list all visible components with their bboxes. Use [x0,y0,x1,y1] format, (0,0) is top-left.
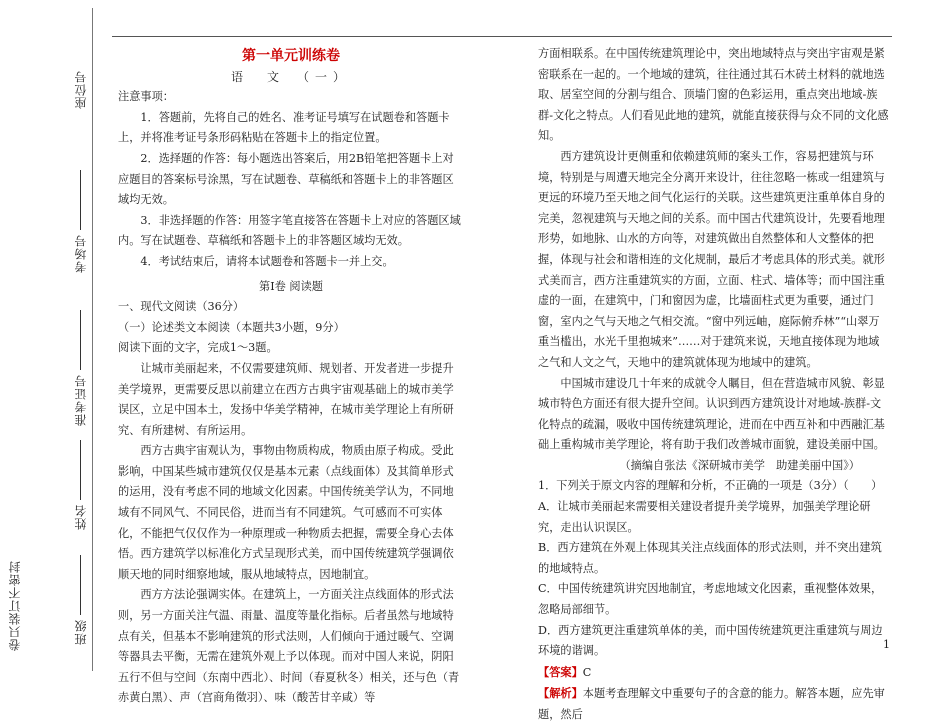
question-option: C．中国传统建筑讲究因地制宜，考虑地域文化因素，重视整体效果，忽略局部细节。 [538,582,883,617]
exam-room-field [72,170,89,273]
volume-title: 第Ⅰ卷 阅读题 [259,279,323,293]
passage-paragraph: 西方建筑设计更侧重和依赖建筑师的案头工作，容易把建筑与环境，特别是与周遭天地完全分离开来设计，往往忽略一栋或一组建筑与更远的环境乃至天地之间气化运行的关联。这些建筑更注重单体自身的完美，忽视建筑与天地之间的关系。而中国古代建筑设计，先要看地理形势，如地脉、山水的方向等，对建筑做出自然整体和人文整体的把握，体现与社会和谐相连的文化规制，最后才考虑具体的形式美。就形式美而言，西方注重建筑实的方面，立面、柱式、墙体等；而中国注重虚的一面，在建筑中，门和窗因为虚，比墙面柱式更为重要，通过门窗，室内之气与天地之气相交流。“窗中列远岫，庭际俯乔林”“山翠万重当槛出，水光千里抱城来”……对于建筑来说，天地直接体现为地域之气和人文之气，天地中的建筑就体现为地域中的建筑。 [538,149,885,369]
passage-paragraph: 让城市美丽起来，不仅需要建筑师、规划者、开发者进一步提升美学境界，更需要反思以前建立在西方古典宇宙观基础上的城市美学误区，立足中国本土，发扬中华美学精神，在城市美学理论上有所研究、有所建树、有所运用。 [118,361,454,437]
exam-room-label: 考场号 [74,234,88,273]
page-title: 第一单元训练卷 [242,48,340,64]
seat-number-label: 座位号 [74,70,88,109]
class-label: 班级 [74,619,88,645]
instruction-item: 3．非选择题的作答：用签字笔直接答在答题卡上对应的答题区域内。写在试题卷、草稿纸和答题卡上的非答题区域均无效。 [118,213,461,248]
passage-paragraph: 中国城市建设几十年来的成就令人瞩目，但在营造城市风貌、彰显城市特色方面还有很大提升空间。认识到西方建筑设计对地域-族群-文化特点的疏漏，吸收中国传统建筑理论，进而在中西互补和中西融汇基础上重构城市美学理论，将有助于我们改善城市面貌，建设美丽中国。 [538,376,885,452]
source-citation: （摘编自张法《深研城市美学 助建美丽中国》） [619,458,860,472]
passage-paragraph: 方面相联系。在中国传统建筑理论中，突出地域特点与突出宇宙观是紧密联系在一起的。一个地域的建筑，往往通过其石木砖土材料的就地选取、居室空间的分割与组合、顶墙门窗的色彩运用，重点突出地域-族群-文化之特点。人们看见此地的建筑，就能直接获得与众不同的文化感知。 [538,47,889,143]
binding-margin [0,0,112,671]
left-column [118,46,464,709]
analysis-text: 本题考查理解文中重要句子的含意的能力。解答本题，应先审题，然后 [538,687,885,721]
sub-heading: （一）论述类文本阅读（本题共3小题，9分） [118,320,345,334]
instruction-item: 1．答题前，先将自己的姓名、准考证号填写在试题卷和答题卡上，并将准考证号条形码粘贴在答题卡上的指定位置。 [118,110,450,145]
right-column [538,44,890,726]
ticket-number-field [72,310,89,426]
analysis-tag: 【解析】 [538,686,583,701]
answer-value: C [582,665,592,679]
question-option: D．西方建筑更注重建筑单体的美，而中国传统建筑更注重建筑与周边环境的谐调。 [538,623,883,658]
header-rule [112,36,892,37]
ticket-number-label: 准考证号 [74,374,88,426]
question-option: A．让城市美丽起来需要相关建设者提升美学境界，加强美学理论研究，走出认识误区。 [538,500,871,534]
binding-line [92,8,93,671]
passage-paragraph: 西方古典宇宙观认为，事物由物质构成，物质由原子构成。受此影响，中国某些城市建筑仅仅是基本元素（点线面体）及其简单形式的运用，没有考虑不同的地域文化因素。中国传统美学认为，不同地域有不同风气、不同民俗，进而当有不同建筑。气可感而不可实体化，不能把气仅仅作为一种原理或一种物质去把握，需要全身心去体悟。西方建筑学以标准化方式呈现形式美，而中国传统建筑学强调依顺天地的同时细察地域，服从地域特点，因地制宜。 [118,444,454,581]
question-option: B．西方建筑在外观上体现其关注点线面体的形式法则，并不突出建筑的地域特点。 [538,541,882,575]
name-label: 姓名 [74,504,88,530]
instruction-item: 4．考试结束后，请将本试题卷和答题卡一并上交。 [140,254,394,268]
question-stem: 1．下列关于原文内容的理解和分析，不正确的一项是（3分）（ ） [538,479,883,493]
part-heading: 一、现代文阅读（36分） [118,300,245,314]
class-field [72,555,89,645]
instructions-heading: 注意事项： [118,90,174,104]
seal-notice: 卷只装订不密封 [8,560,22,651]
answer-line [538,662,890,684]
page-subtitle: 语 文 （一） [230,69,351,84]
answer-tag: 【答案】 [538,664,583,679]
instruction-item: 2．选择题的作答：每小题选出答案后，用2B铅笔把答题卡上对应题目的答案标号涂黑，写在试题卷、草稿纸和答题卡上的非答题区域均无效。 [118,151,454,207]
analysis-line [538,683,890,725]
name-field [72,440,89,530]
seat-number-field [72,70,89,109]
page-number: 1 [883,638,890,651]
reading-prompt: 阅读下面的文字，完成1～3题。 [118,341,278,355]
passage-paragraph: 西方方法论强调实体。在建筑上，一方面关注点线面体的形式法则，另一方面关注气温、雨量、温度等量化指标。后者虽然与地域特点有关，但基本不影响建筑的形式法则，人们倾向于通过暖气、空调等器具去平衡，无需在建筑外观上予以体现。而对中国人来说，阴阳五行不但与空间（东南中西北）、时间（春夏秋冬）相关，还与色（青赤黄白黑）、声（宫商角徵羽）、味（酸苦甘辛咸）等 [118,588,460,705]
